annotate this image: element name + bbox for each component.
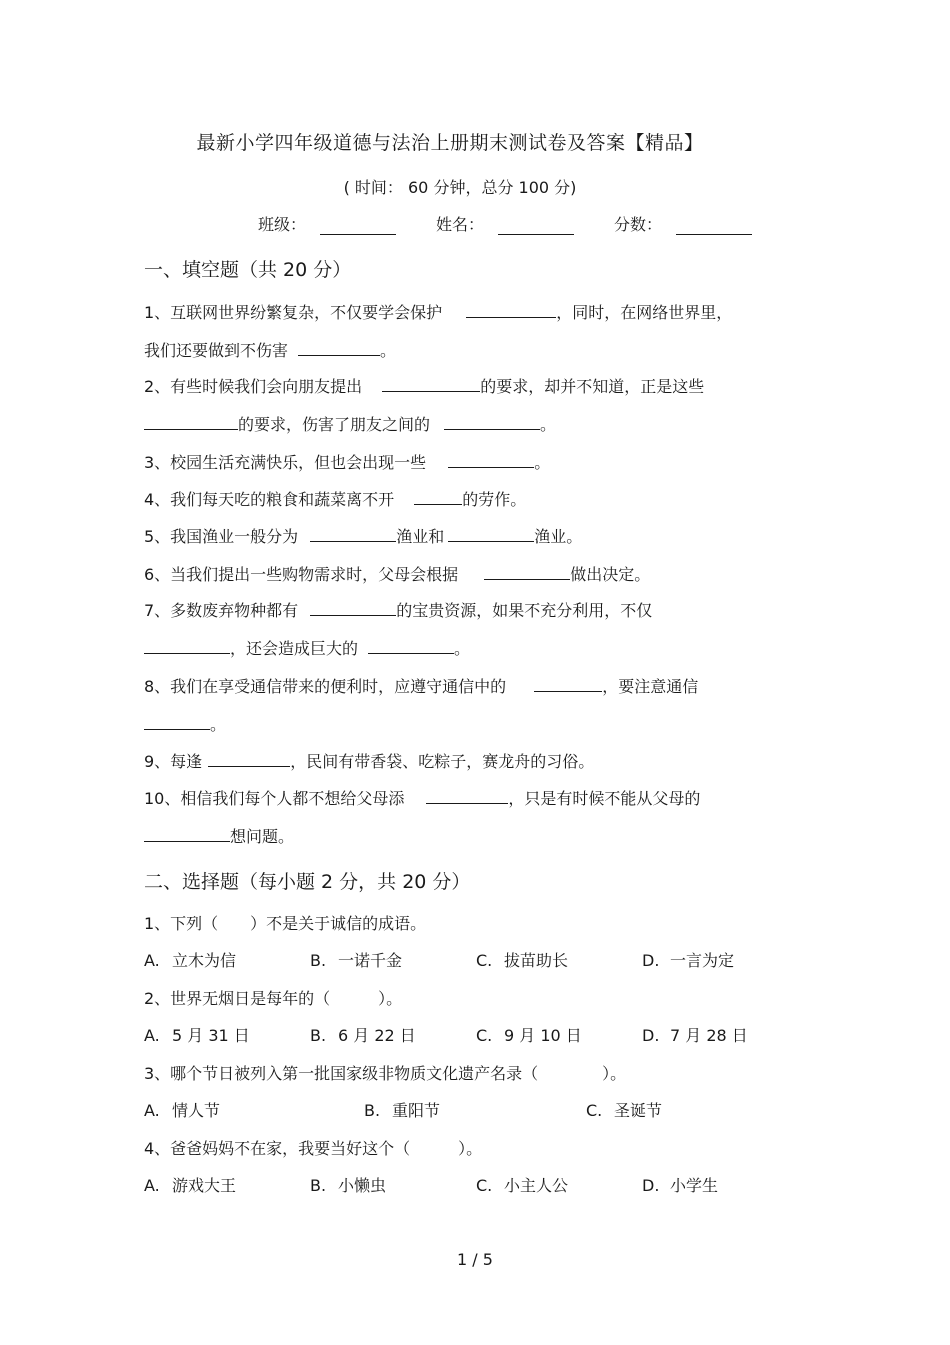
question-8-line-1: 8、我们在享受通信带来的便利时，应遵守通信中的 ，要注意通信 [144,677,699,696]
option-a[interactable]: A. 游戏大王 [144,1176,237,1195]
question-7-line-2: ，还会造成巨大的 。 [144,636,470,659]
question-7-line-1: 7、多数废弃物种都有 的宝贵资源，如果不充分利用，不仅 [144,601,653,620]
option-b[interactable]: B. 一诺千金 [310,951,403,970]
name-blank[interactable] [498,216,574,235]
question-2-line-2: 的要求，伤害了朋友之间的 。 [144,412,556,435]
question-8-line-2: 。 [144,712,226,735]
answer-blank[interactable] [414,488,462,505]
option-c[interactable]: C. 圣诞节 [586,1101,663,1120]
question-1-line-1: 1、互联网世界纷繁复杂，不仅要学会保护 ，同时，在网络世界里， [144,303,733,322]
option-d[interactable]: D. 一言为定 [642,951,735,970]
option-c[interactable]: C. 9 月 10 日 [476,1026,582,1045]
page-number: 1 / 5 [457,1250,493,1269]
answer-blank[interactable] [466,301,556,318]
name-label: 姓名： [436,215,485,234]
option-d[interactable]: D. 小学生 [642,1176,719,1195]
score-blank[interactable] [676,216,752,235]
answer-blank[interactable] [448,525,534,542]
answer-blank[interactable] [310,525,396,542]
option-c[interactable]: C. 拔苗助长 [476,951,569,970]
option-b[interactable]: B. 重阳节 [364,1101,441,1120]
option-b[interactable]: B. 小懒虫 [310,1176,387,1195]
answer-blank[interactable] [484,563,570,580]
answer-blank[interactable] [144,825,230,842]
student-info-row [258,212,792,235]
answer-blank[interactable] [448,451,534,468]
mc-question-2-options [144,1023,844,1045]
question-3: 3、校园生活充满快乐，但也会出现一些 。 [144,453,551,472]
question-1-line-2: 我们还要做到不伤害 。 [144,341,397,360]
mc-question-4: 4、爸爸妈妈不在家，我要当好这个（ ）。 [144,1139,483,1158]
class-blank[interactable] [320,216,396,235]
answer-blank[interactable] [426,787,508,804]
option-c[interactable]: C. 小主人公 [476,1176,569,1195]
answer-blank[interactable] [310,599,396,616]
answer-blank[interactable] [382,375,480,392]
question-6: 6、当我们提出一些购物需求时，父母会根据 做出决定。 [144,565,651,584]
answer-blank[interactable] [208,750,290,767]
question-10-line-1: 10、相信我们每个人都不想给父母添 ，只是有时候不能从父母的 [144,789,701,808]
option-d[interactable]: D. 7 月 28 日 [642,1026,748,1045]
question-2-line-1: 2、有些时候我们会向朋友提出 的要求，却并不知道，正是这些 [144,377,705,396]
answer-blank[interactable] [534,675,602,692]
section-1-heading: 一、填空题（共 20 分） [144,259,352,281]
answer-blank[interactable] [298,339,380,356]
mc-question-2: 2、世界无烟日是每年的（ ）。 [144,989,403,1008]
option-b[interactable]: B. 6 月 22 日 [310,1026,416,1045]
class-label: 班级： [258,215,307,234]
mc-question-4-options [144,1173,844,1195]
question-5: 5、我国渔业一般分为 渔业和 渔业。 [144,527,583,546]
page-title: 最新小学四年级道德与法治上册期末测试卷及答案【精品】 [196,132,704,154]
option-a[interactable]: A. 立木为信 [144,951,237,970]
score-field[interactable] [614,212,752,235]
answer-blank[interactable] [444,413,540,430]
question-4: 4、我们每天吃的粮食和蔬菜离不开 的劳作。 [144,490,527,509]
mc-question-3-options [144,1098,844,1120]
exam-time-info: ( 时间： 60 分钟，总分 100 分) [343,178,577,197]
option-a[interactable]: A. 情人节 [144,1101,221,1120]
answer-blank[interactable] [144,413,238,430]
score-label: 分数： [614,215,663,234]
answer-blank[interactable] [368,637,454,654]
mc-question-1-options [144,948,844,970]
mc-question-1: 1、下列（ ）不是关于诚信的成语。 [144,914,427,933]
mc-question-3: 3、哪个节日被列入第一批国家级非物质文化遗产名录（ ）。 [144,1064,627,1083]
question-9: 9、每逢 ，民间有带香袋、吃粽子，赛龙舟的习俗。 [144,752,595,771]
question-10-line-2: 想问题。 [144,824,294,847]
name-field[interactable] [436,212,574,235]
option-a[interactable]: A. 5 月 31 日 [144,1026,250,1045]
section-2-heading: 二、选择题（每小题 2 分，共 20 分） [144,871,471,893]
answer-blank[interactable] [144,637,230,654]
class-field[interactable] [258,212,396,235]
answer-blank[interactable] [144,713,210,730]
